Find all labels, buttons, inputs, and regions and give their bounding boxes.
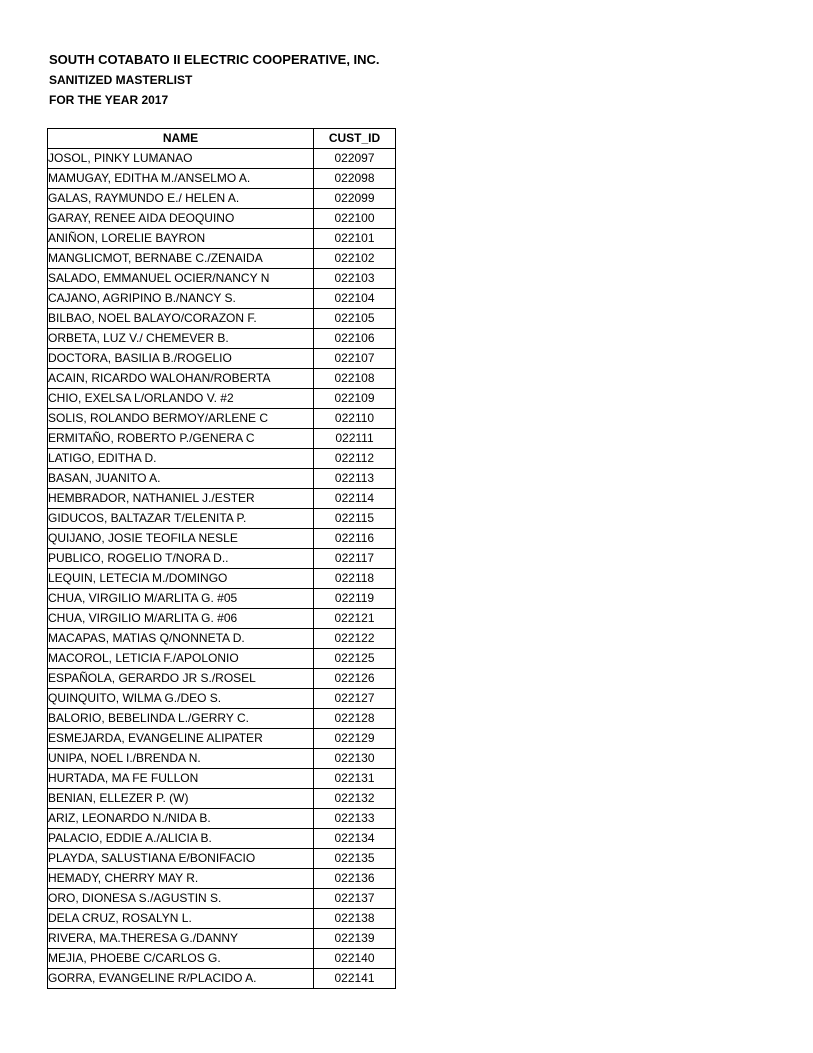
customer-id-cell: 022099 xyxy=(314,189,396,209)
customer-id-cell: 022137 xyxy=(314,889,396,909)
table-row xyxy=(48,149,396,169)
customer-id-cell: 022131 xyxy=(314,769,396,789)
table-row xyxy=(48,749,396,769)
customer-name-cell: BENIAN, ELLEZER P. (W) xyxy=(48,789,314,809)
table-row xyxy=(48,569,396,589)
table-row xyxy=(48,669,396,689)
customer-id-cell: 022133 xyxy=(314,809,396,829)
table-row xyxy=(48,329,396,349)
customer-name-cell: JOSOL, PINKY LUMANAO xyxy=(48,149,314,169)
customer-id-cell: 022105 xyxy=(314,309,396,329)
customer-id-cell: 022126 xyxy=(314,669,396,689)
table-row xyxy=(48,649,396,669)
table-row xyxy=(48,509,396,529)
table-body xyxy=(48,149,396,989)
table-row xyxy=(48,269,396,289)
table-row xyxy=(48,409,396,429)
table-row xyxy=(48,209,396,229)
customer-name-cell: LATIGO, EDITHA D. xyxy=(48,449,314,469)
customer-name-cell: DELA CRUZ, ROSALYN L. xyxy=(48,909,314,929)
customer-name-cell: CHIO, EXELSA L/ORLANDO V. #2 xyxy=(48,389,314,409)
customer-id-cell: 022118 xyxy=(314,569,396,589)
table-row xyxy=(48,609,396,629)
table-row xyxy=(48,429,396,449)
customer-name-cell: BILBAO, NOEL BALAYO/CORAZON F. xyxy=(48,309,314,329)
customer-name-cell: SOLIS, ROLANDO BERMOY/ARLENE C xyxy=(48,409,314,429)
table-row xyxy=(48,789,396,809)
customer-id-cell: 022116 xyxy=(314,529,396,549)
customer-id-cell: 022117 xyxy=(314,549,396,569)
customer-name-cell: SALADO, EMMANUEL OCIER/NANCY N xyxy=(48,269,314,289)
customer-id-cell: 022125 xyxy=(314,649,396,669)
table-row xyxy=(48,489,396,509)
customer-name-cell: BALORIO, BEBELINDA L./GERRY C. xyxy=(48,709,314,729)
customer-name-cell: ANIÑON, LORELIE BAYRON xyxy=(48,229,314,249)
company-name: SOUTH COTABATO II ELECTRIC COOPERATIVE, INC. xyxy=(49,52,380,67)
customer-name-cell: GARAY, RENEE AIDA DEOQUINO xyxy=(48,209,314,229)
customer-name-cell: ARIZ, LEONARDO N./NIDA B. xyxy=(48,809,314,829)
customer-id-cell: 022110 xyxy=(314,409,396,429)
customer-name-cell: ORO, DIONESA S./AGUSTIN S. xyxy=(48,889,314,909)
customer-id-cell: 022136 xyxy=(314,869,396,889)
customer-name-cell: MACOROL, LETICIA F./APOLONIO xyxy=(48,649,314,669)
customer-name-cell: HURTADA, MA FE FULLON xyxy=(48,769,314,789)
table-row xyxy=(48,449,396,469)
customer-name-cell: QUIJANO, JOSIE TEOFILA NESLE xyxy=(48,529,314,549)
table-row xyxy=(48,709,396,729)
document-header xyxy=(49,50,380,110)
table-row xyxy=(48,949,396,969)
customer-id-cell: 022139 xyxy=(314,929,396,949)
customer-id-cell: 022129 xyxy=(314,729,396,749)
table-row xyxy=(48,729,396,749)
customer-id-cell: 022097 xyxy=(314,149,396,169)
customer-id-cell: 022113 xyxy=(314,469,396,489)
customer-id-cell: 022101 xyxy=(314,229,396,249)
customer-name-cell: MANGLICMOT, BERNABE C./ZENAIDA xyxy=(48,249,314,269)
table-row xyxy=(48,529,396,549)
table-row xyxy=(48,889,396,909)
customer-name-cell: HEMADY, CHERRY MAY R. xyxy=(48,869,314,889)
customer-id-cell: 022108 xyxy=(314,369,396,389)
customer-id-cell: 022112 xyxy=(314,449,396,469)
customer-name-cell: LEQUIN, LETECIA M./DOMINGO xyxy=(48,569,314,589)
customer-id-cell: 022103 xyxy=(314,269,396,289)
table-row xyxy=(48,289,396,309)
customer-name-cell: HEMBRADOR, NATHANIEL J./ESTER xyxy=(48,489,314,509)
customer-name-cell: CHUA, VIRGILIO M/ARLITA G. #06 xyxy=(48,609,314,629)
customer-name-cell: RIVERA, MA.THERESA G./DANNY xyxy=(48,929,314,949)
customer-name-cell: GALAS, RAYMUNDO E./ HELEN A. xyxy=(48,189,314,209)
customer-id-cell: 022115 xyxy=(314,509,396,529)
customer-name-cell: MACAPAS, MATIAS Q/NONNETA D. xyxy=(48,629,314,649)
customer-id-cell: 022135 xyxy=(314,849,396,869)
table-row xyxy=(48,629,396,649)
customer-name-cell: GIDUCOS, BALTAZAR T/ELENITA P. xyxy=(48,509,314,529)
customer-id-cell: 022130 xyxy=(314,749,396,769)
table-row xyxy=(48,469,396,489)
customer-name-cell: PUBLICO, ROGELIO T/NORA D.. xyxy=(48,549,314,569)
table-row xyxy=(48,969,396,989)
customer-name-cell: UNIPA, NOEL I./BRENDA N. xyxy=(48,749,314,769)
customer-id-cell: 022100 xyxy=(314,209,396,229)
customer-id-cell: 022121 xyxy=(314,609,396,629)
table-row xyxy=(48,689,396,709)
table-row xyxy=(48,869,396,889)
masterlist-table xyxy=(47,128,396,989)
customer-name-cell: BASAN, JUANITO A. xyxy=(48,469,314,489)
customer-name-cell: ERMITAÑO, ROBERTO P./GENERA C xyxy=(48,429,314,449)
customer-id-cell: 022102 xyxy=(314,249,396,269)
customer-name-cell: MEJIA, PHOEBE C/CARLOS G. xyxy=(48,949,314,969)
table-row xyxy=(48,389,396,409)
customer-name-cell: GORRA, EVANGELINE R/PLACIDO A. xyxy=(48,969,314,989)
customer-id-cell: 022127 xyxy=(314,689,396,709)
customer-name-cell: DOCTORA, BASILIA B./ROGELIO xyxy=(48,349,314,369)
table-header-row xyxy=(48,129,396,149)
customer-id-cell: 022141 xyxy=(314,969,396,989)
customer-name-cell: MAMUGAY, EDITHA M./ANSELMO A. xyxy=(48,169,314,189)
table-row xyxy=(48,229,396,249)
table-row xyxy=(48,769,396,789)
customer-id-cell: 022111 xyxy=(314,429,396,449)
customer-id-cell: 022106 xyxy=(314,329,396,349)
name-column-header: NAME xyxy=(48,129,314,149)
customer-name-cell: PALACIO, EDDIE A./ALICIA B. xyxy=(48,829,314,849)
cust-id-column-header: CUST_ID xyxy=(314,129,396,149)
document-title: SANITIZED MASTERLIST xyxy=(49,73,193,87)
customer-name-cell: ESMEJARDA, EVANGELINE ALIPATER xyxy=(48,729,314,749)
customer-name-cell: CAJANO, AGRIPINO B./NANCY S. xyxy=(48,289,314,309)
customer-name-cell: CHUA, VIRGILIO M/ARLITA G. #05 xyxy=(48,589,314,609)
table-row xyxy=(48,809,396,829)
customer-name-cell: ORBETA, LUZ V./ CHEMEVER B. xyxy=(48,329,314,349)
table-row xyxy=(48,829,396,849)
customer-id-cell: 022114 xyxy=(314,489,396,509)
customer-id-cell: 022122 xyxy=(314,629,396,649)
customer-id-cell: 022140 xyxy=(314,949,396,969)
table-row xyxy=(48,349,396,369)
table-row xyxy=(48,189,396,209)
customer-name-cell: QUINQUITO, WILMA G./DEO S. xyxy=(48,689,314,709)
table-row xyxy=(48,909,396,929)
customer-id-cell: 022098 xyxy=(314,169,396,189)
customer-id-cell: 022109 xyxy=(314,389,396,409)
customer-id-cell: 022138 xyxy=(314,909,396,929)
customer-id-cell: 022119 xyxy=(314,589,396,609)
customer-id-cell: 022132 xyxy=(314,789,396,809)
table-row xyxy=(48,929,396,949)
table-row xyxy=(48,589,396,609)
customer-name-cell: PLAYDA, SALUSTIANA E/BONIFACIO xyxy=(48,849,314,869)
customer-id-cell: 022128 xyxy=(314,709,396,729)
table-row xyxy=(48,849,396,869)
table-row xyxy=(48,369,396,389)
customer-id-cell: 022104 xyxy=(314,289,396,309)
customer-id-cell: 022107 xyxy=(314,349,396,369)
table-row xyxy=(48,249,396,269)
customer-name-cell: ESPAÑOLA, GERARDO JR S./ROSEL xyxy=(48,669,314,689)
table-row xyxy=(48,549,396,569)
table-row xyxy=(48,169,396,189)
table-row xyxy=(48,309,396,329)
customer-id-cell: 022134 xyxy=(314,829,396,849)
customer-name-cell: ACAIN, RICARDO WALOHAN/ROBERTA xyxy=(48,369,314,389)
document-period: FOR THE YEAR 2017 xyxy=(49,93,169,107)
